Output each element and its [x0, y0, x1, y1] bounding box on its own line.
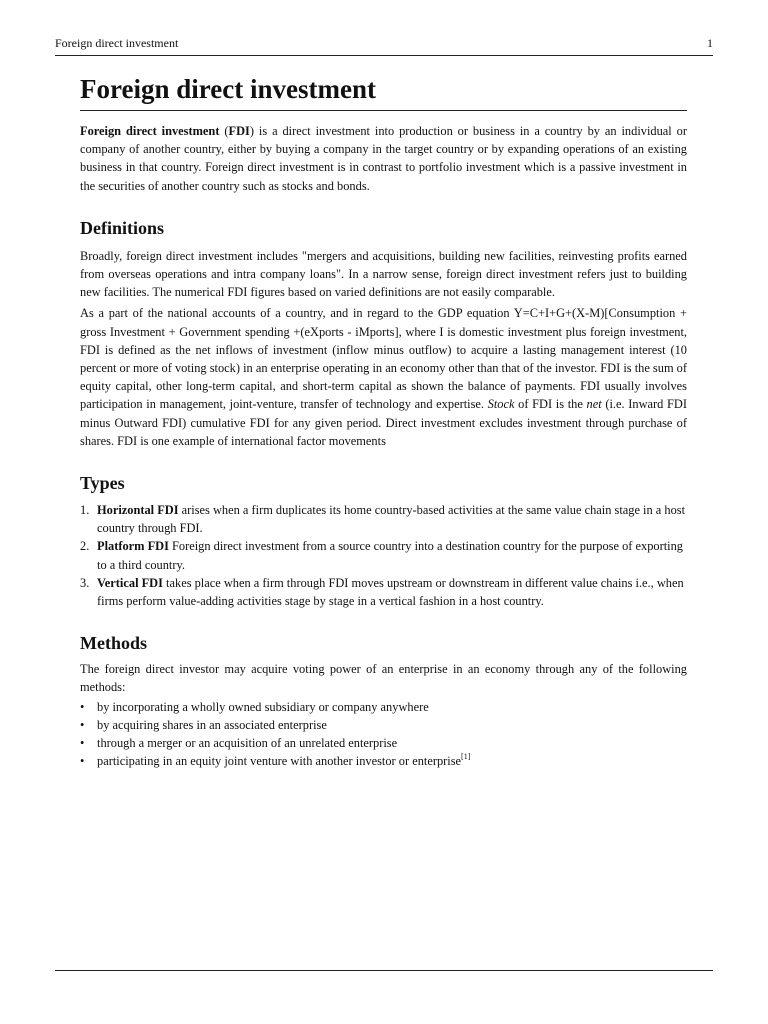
list-item	[80, 501, 687, 537]
types-list	[80, 501, 687, 610]
list-item-text: through a merger or an acquisition of an unrelated enterprise	[97, 736, 398, 751]
footer-divider	[55, 970, 713, 971]
bullet-icon: •	[80, 754, 85, 769]
list-item-text: by acquiring shares in an associated enterprise	[97, 717, 327, 732]
section-heading-definitions: Definitions	[80, 217, 165, 238]
page-number: 1	[707, 36, 713, 50]
section-heading-types: Types	[80, 473, 125, 494]
list-item	[80, 698, 687, 716]
list-item	[80, 716, 687, 734]
running-header	[55, 36, 713, 56]
list-item-term: Platform FDI	[97, 539, 169, 554]
intro-bold-term: Foreign direct investment	[80, 124, 220, 138]
list-item	[80, 734, 687, 752]
list-item-text: by incorporating a wholly owned subsidiary or company anywhere	[97, 699, 429, 714]
definitions-p2-part1: As a part of the national accounts of a country, and in regard to the GDP equation Y=C+I+G+(X-M)[Consumption + gross Investment + Government spending +(eXports - iMports], where I is domestic investment plus foreign investment, FDI is defined as the net inflows of investment (inflow minus outflow) to acquire a lasting management interest (10 percent or more of voting stock) in an enterprise operating in an economy other than that of the investor. FDI is the sum of equity capital, other long-term capital, and short-term capital as shown the balance of payments. FDI usually involves participation in management, joint-venture, transfer of technology and expertise.	[80, 306, 687, 412]
methods-list	[80, 698, 687, 771]
definitions-p2-part2: of FDI is the	[514, 397, 587, 412]
definitions-p2-italic-net: net	[586, 397, 602, 412]
list-item-text: Foreign direct investment from a source country into a destination country for the purpose of exporting to a third country.	[97, 539, 683, 572]
list-item	[80, 574, 687, 610]
bullet-icon: •	[80, 717, 85, 732]
list-item-term: Horizontal FDI	[97, 503, 179, 518]
list-item-text: takes place when a firm through FDI moves upstream or downstream in different value chains i.e., when firms perform value-adding activities stage by stage in a vertical fashion in a host country.	[97, 575, 684, 609]
citation-link[interactable]: [1]	[461, 752, 471, 762]
intro-paren: (	[219, 124, 229, 138]
definitions-p2-part3: (i.e. Inward FDI minus Outward FDI) cumulative FDI for any given period. Direct investment excludes investment through purchase of shares. FDI is one example of international factor movements	[80, 397, 687, 448]
article-title: Foreign direct investment	[80, 72, 687, 111]
intro-paragraph	[80, 122, 687, 195]
methods-intro: The foreign direct investor may acquire voting power of an enterprise in an economy through any of the following methods:	[80, 662, 687, 695]
list-item-text: arises when a firm duplicates its home country-based activities at the same value chain stage in a host country through FDI.	[97, 503, 686, 536]
intro-rest: ) is a direct investment into production or business in a country by an individual or company of another country, either by buying a company in the target country or by expanding operations of an existing business in that country. Foreign direct investment is in contrast to portfolio investment which is a passive investment in the securities of another country such as stocks and bonds.	[80, 124, 687, 193]
list-item-number: 3.	[80, 575, 90, 590]
bullet-icon: •	[80, 699, 85, 714]
section-heading-methods: Methods	[80, 633, 147, 654]
intro-bold-abbr: FDI	[228, 124, 250, 138]
definitions-paragraph-2	[80, 304, 687, 450]
bullet-icon: •	[80, 736, 85, 751]
running-header-title: Foreign direct investment	[55, 36, 179, 50]
list-item	[80, 537, 687, 573]
definitions-p2-italic-stock: Stock	[487, 397, 515, 412]
definitions-paragraph-1: Broadly, foreign direct investment includes "mergers and acquisitions, building new facilities, reinvesting profits earned from overseas operations and intra company loans". In a narrow sense, foreign direct investment refers just to building new facilities. The numerical FDI figures based on varied definitions are not easily comparable.	[80, 248, 687, 300]
list-item-text: participating in an equity joint venture with another investor or enterprise	[97, 754, 462, 769]
list-item	[80, 752, 687, 770]
list-item-number: 1.	[80, 503, 90, 518]
list-item-term: Vertical FDI	[97, 575, 163, 590]
article-body	[80, 72, 687, 770]
list-item-number: 2.	[80, 539, 90, 554]
